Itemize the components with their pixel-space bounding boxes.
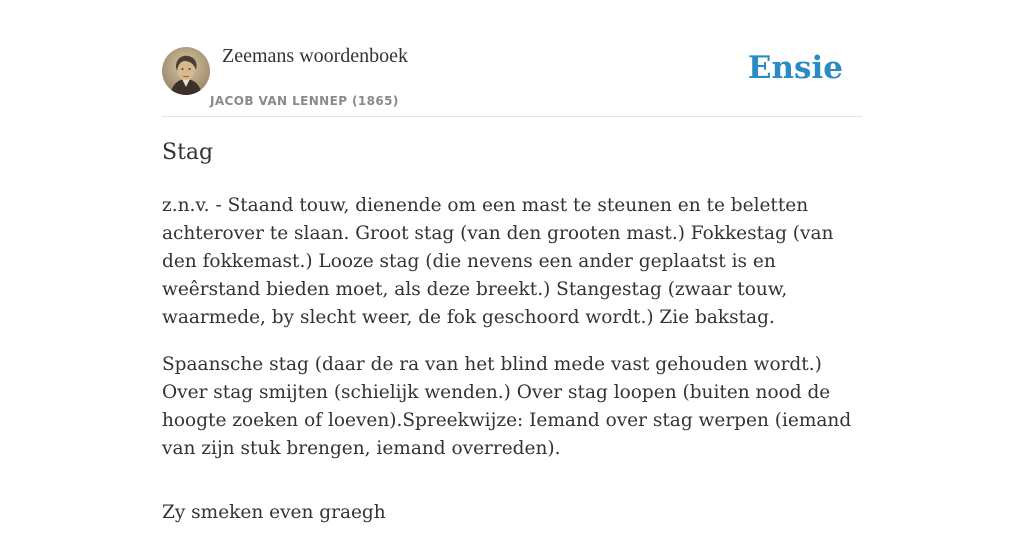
entry-quote: Zy smeken even graegh: [162, 502, 386, 523]
entry-title: Stag: [162, 140, 214, 165]
page: [162, 0, 862, 523]
site-header: [162, 0, 862, 117]
entry-paragraph: z.n.v. - Staand touw, dienende om een mast te steunen en te beletten achterover te slaan. Groot stag (van den grooten mast.) Fokkestag (van den fokkemast.) Looze stag (die nevens een ander geplaatst is en weêrstand bieden moet, als deze breekt.) Stangestag (zwaar touw, waarmede, by slecht weer, de fok geschoord wordt.) Zie bakstag.: [162, 195, 834, 328]
entry-body: [162, 192, 862, 546]
author-portrait-icon[interactable]: [162, 47, 210, 95]
ensie-logo-link[interactable]: Ensie: [747, 50, 843, 86]
book-title-link[interactable]: Zeemans woordenboek: [222, 45, 409, 67]
author-label: JACOB VAN LENNEP (1865): [210, 94, 399, 108]
entry-paragraph: Spaansche stag (daar de ra van het blind mede vast gehouden wordt.) Over stag smijten (schielijk wenden.) Over stag loopen (buiten nood de hoogte zoeken of loeven).Spreekwijze: Iemand over stag werpen (iemand van zijn stuk brengen, iemand overreden).: [162, 354, 852, 459]
